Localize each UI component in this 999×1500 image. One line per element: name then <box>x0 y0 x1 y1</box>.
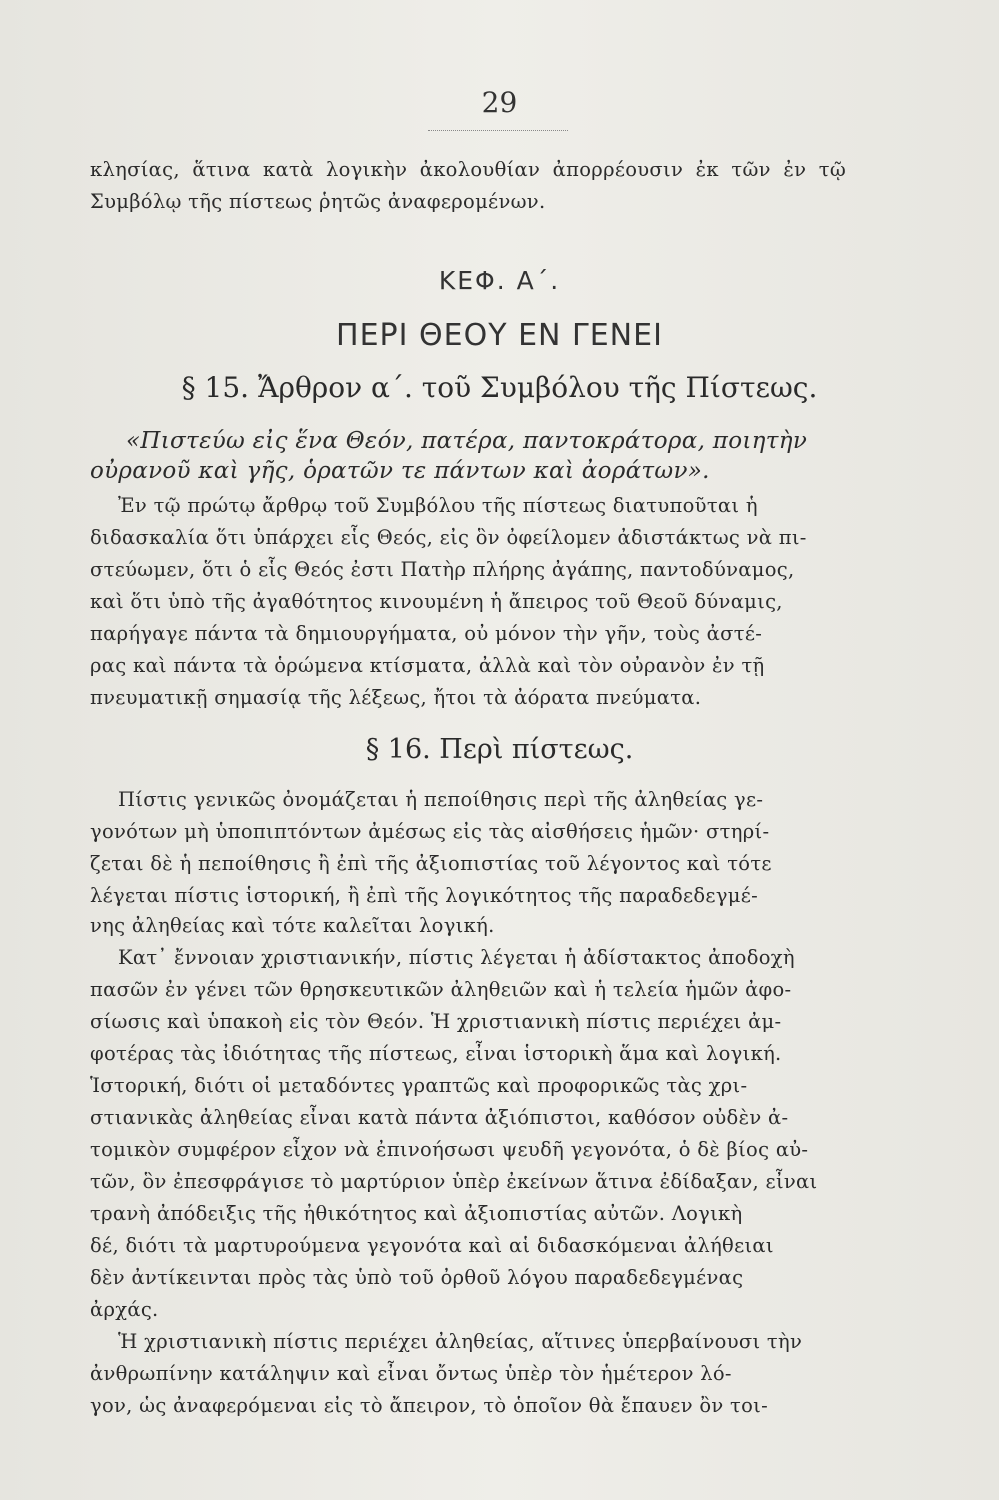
s16-line-10: Ἱστορική, διότι οἱ μεταδόντες γραπτῶς καὶ προφορικῶς τὰς χρι- <box>90 1074 748 1097</box>
s16-line-6: Κατ᾽ ἔννοιαν χριστιανικήν, πίστις λέγεται ἡ ἀδίστακτος ἀποδοχὴ <box>118 946 795 969</box>
s16-line-14: τρανὴ ἀπόδειξις τῆς ἠθικότητος καὶ ἀξιοπιστίας αὐτῶν. Λογικὴ <box>90 1202 743 1225</box>
s16-line-17: ἀρχάς. <box>90 1298 159 1321</box>
s16-line-3: ζεται δὲ ἡ πεποίθησις ἢ ἐπὶ τῆς ἀξιοπιστίας τοῦ λέγοντος καὶ τότε <box>90 852 772 875</box>
s16-line-19: ἀνθρωπίνην κατάληψιν καὶ εἶναι ὄντως ὑπὲρ τὸν ἡμέτερον λό- <box>90 1362 732 1385</box>
s16-line-7: πασῶν ἐν γένει τῶν θρησκευτικῶν ἀληθειῶν καὶ ἡ τελεία ἡμῶν ἀφο- <box>90 978 792 1001</box>
s15-line-7: πνευματικῇ σημασίᾳ τῆς λέξεως, ἤτοι τὰ ἀόρατα πνεύματα. <box>90 686 702 709</box>
s15-line-5: παρήγαγε πάντα τὰ δημιουργήματα, οὐ μόνον τὴν γῆν, τοὺς ἀστέ- <box>90 622 763 645</box>
header-rule <box>428 130 568 131</box>
page-number: 29 <box>481 86 518 119</box>
chapter-title: ΠΕΡΙ ΘΕΟΥ ΕΝ ΓΕΝΕΙ <box>336 318 663 353</box>
section-15-heading: § 15. Ἄρθρον α΄. τοῦ Συμβόλου τῆς Πίστεως. <box>181 371 818 404</box>
s16-line-20: γον, ὡς ἀναφερόμεναι εἰς τὸ ἄπειρον, τὸ ὁποῖον θὰ ἔπαυεν ὂν τοι- <box>90 1394 769 1417</box>
section-16-heading: § 16. Περὶ πίστεως. <box>365 734 634 765</box>
intro-line-1: κλησίας, ἅτινα κατὰ λογικὴν ἀκολουθίαν ἀπορρέουσιν ἐκ τῶν ἐν τῷ <box>90 158 847 181</box>
s16-line-1: Πίστις γενικῶς ὀνομάζεται ἡ πεποίθησις περὶ τῆς ἀληθείας γε- <box>118 788 764 811</box>
s16-line-16: δὲν ἀντίκεινται πρὸς τὰς ὑπὸ τοῦ ὀρθοῦ λόγου παραδεδεγμένας <box>90 1266 744 1289</box>
creed-line-2: οὐρανοῦ καὶ γῆς, ὁρατῶν τε πάντων καὶ ἀοράτων». <box>90 458 710 484</box>
s16-line-8: σίωσις καὶ ὑπακοὴ εἰς τὸν Θεόν. Ἡ χριστιανικὴ πίστις περιέχει ἀμ- <box>90 1010 782 1033</box>
s16-line-9: φοτέρας τὰς ἰδιότητας τῆς πίστεως, εἶναι ἱστορικὴ ἅμα καὶ λογική. <box>90 1042 782 1065</box>
creed-line-1: «Πιστεύω εἰς ἕνα Θεόν, πατέρα, παντοκράτορα, ποιητὴν <box>126 428 808 454</box>
s16-line-18: Ἡ χριστιανικὴ πίστις περιέχει ἀληθείας, αἵτινες ὑπερβαίνουσι τὴν <box>118 1330 803 1353</box>
s15-line-2: διδασκαλία ὅτι ὑπάρχει εἷς Θεός, εἰς ὃν ὀφείλομεν ἀδιστάκτως νὰ πι- <box>90 526 807 549</box>
s16-line-12: τομικὸν συμφέρον εἶχον νὰ ἐπινοήσωσι ψευδῆ γεγονότα, ὁ δὲ βίος αὐ- <box>90 1138 809 1161</box>
s15-line-4: καὶ ὅτι ὑπὸ τῆς ἀγαθότητος κινουμένη ἡ ἄπειρος τοῦ Θεοῦ δύναμις, <box>90 590 783 613</box>
s16-line-11: στιανικὰς ἀληθείας εἶναι κατὰ πάντα ἀξιόπιστοι, καθόσον οὐδὲν ἀ- <box>90 1106 789 1129</box>
s15-line-1: Ἐν τῷ πρώτῳ ἄρθρῳ τοῦ Συμβόλου τῆς πίστεως διατυποῦται ἡ <box>118 494 758 517</box>
s16-line-13: τῶν, ὃν ἐπεσφράγισε τὸ μαρτύριον ὑπὲρ ἐκείνων ἅτινα ἐδίδαξαν, εἶναι <box>90 1170 818 1193</box>
s16-line-5: νης ἀληθείας καὶ τότε καλεῖται λογική. <box>90 914 495 937</box>
chapter-label: ΚΕΦ. Α΄. <box>438 266 561 295</box>
intro-line-2: Συμβόλῳ τῆς πίστεως ῥητῶς ἀναφερομένων. <box>90 190 546 213</box>
s15-line-3: στεύωμεν, ὅτι ὁ εἷς Θεός ἐστι Πατὴρ πλήρης ἀγάπης, παντοδύναμος, <box>90 558 795 581</box>
s15-line-6: ρας καὶ πάντα τὰ ὁρώμενα κτίσματα, ἀλλὰ καὶ τὸν οὐρανὸν ἐν τῇ <box>90 654 765 677</box>
s16-line-15: δέ, διότι τὰ μαρτυρούμενα γεγονότα καὶ αἱ διδασκόμεναι ἀλήθειαι <box>90 1234 774 1257</box>
s16-line-2: γονότων μὴ ὑποπιπτόντων ἀμέσως εἰς τὰς αἰσθήσεις ἡμῶν· στηρί- <box>90 820 770 843</box>
s16-line-4: λέγεται πίστις ἱστορική, ἢ ἐπὶ τῆς λογικότητος τῆς παραδεδεγμέ- <box>90 884 759 907</box>
